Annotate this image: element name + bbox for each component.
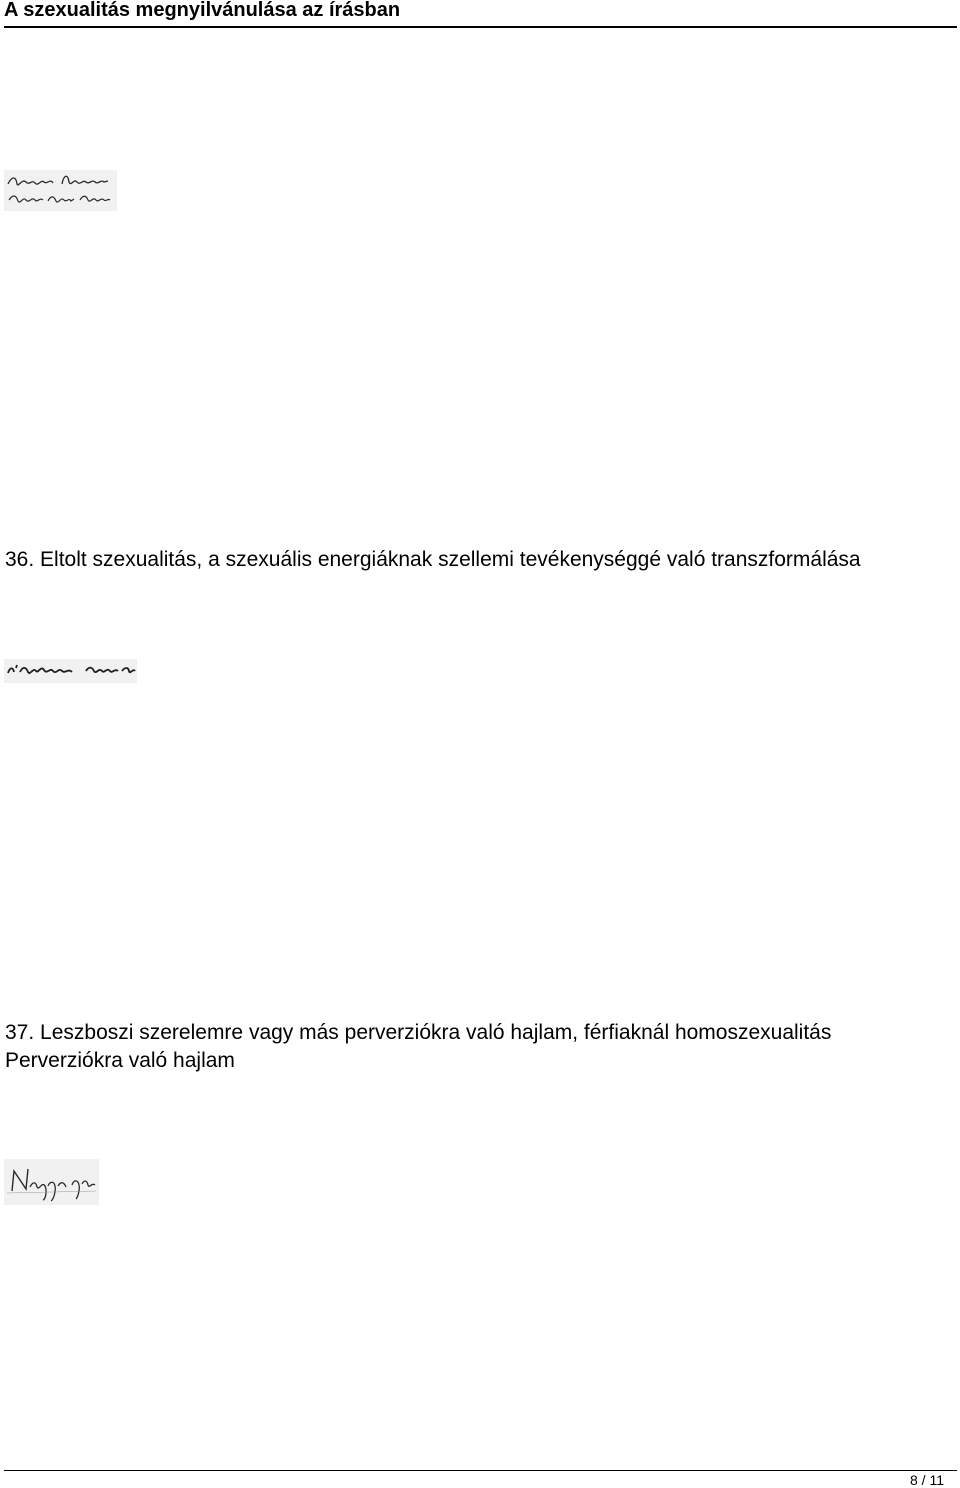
handwriting-sample-icon xyxy=(4,659,137,683)
header-divider xyxy=(4,26,957,28)
item-37-heading: 37. Leszboszi szerelemre vagy más perverziókra való hajlam, férfiaknál homoszexualitás xyxy=(5,1021,832,1044)
footer-divider xyxy=(4,1470,957,1471)
handwriting-sample-2 xyxy=(4,659,137,683)
handwriting-sample-1 xyxy=(4,170,117,211)
item-37-subheading: Perverziókra való hajlam xyxy=(5,1049,235,1072)
page-number: 8 / 11 xyxy=(910,1472,944,1488)
page-title: A szexualitás megnyilvánulása az írásban xyxy=(4,0,401,21)
item-36-heading: 36. Eltolt szexualitás, a szexuális energiáknak szellemi tevékenységgé való transzformálása xyxy=(5,548,861,571)
handwriting-sample-icon xyxy=(4,170,117,211)
handwriting-sample-3 xyxy=(4,1159,99,1205)
handwriting-sample-icon xyxy=(4,1159,99,1205)
